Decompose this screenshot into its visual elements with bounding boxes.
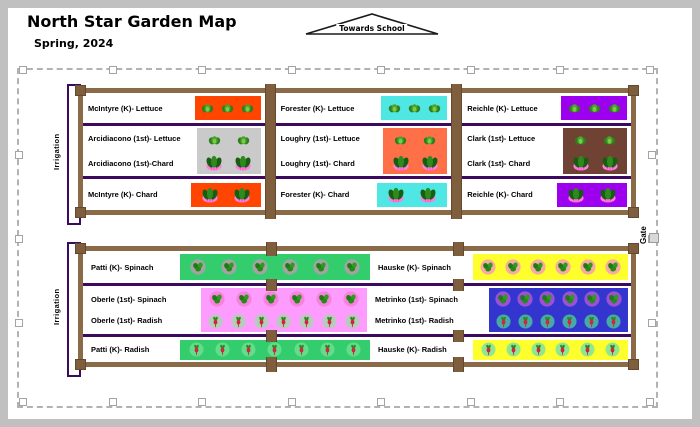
radish-icon: [320, 342, 335, 357]
bed-post: [453, 279, 464, 291]
fence-post: [467, 398, 475, 406]
plot-row: [83, 286, 631, 334]
radish-icon: [254, 314, 269, 329]
plot-clark-lettuce-chard: [563, 128, 627, 174]
plot-reichle-lettuce: [561, 96, 627, 120]
bed-corner-post: [75, 243, 86, 254]
bed-column-reichle-clark: [462, 93, 631, 210]
spinach-icon: [316, 291, 332, 307]
plot-row: [83, 93, 265, 123]
gate-label: Gate: [639, 226, 648, 245]
chard-icon: [392, 155, 410, 171]
plot-label-stack: [462, 123, 563, 179]
bed-post: [453, 242, 464, 256]
plot-row: [276, 126, 452, 176]
radish-icon: [481, 342, 496, 357]
fence-post: [648, 319, 656, 327]
crop-icons: [563, 151, 627, 174]
chard-icon: [387, 187, 405, 203]
crop-icons: [191, 183, 261, 207]
towards-school-marker: [304, 12, 440, 38]
plot-row: [83, 251, 631, 283]
spinach-icon: [263, 291, 279, 307]
plot-mcintyre-chard: [191, 183, 261, 207]
bed-corner-post: [628, 85, 639, 96]
plot-row: [83, 337, 631, 362]
plot-label: Oberle (1st)- Spinach: [91, 295, 167, 304]
bed-post: [451, 84, 462, 219]
plot-row: [462, 179, 631, 210]
crop-icons: [563, 128, 627, 151]
plot-label: Metrinko (1st)- Spinach: [375, 295, 458, 304]
plot-label: Clark (1st)- Lettuce: [467, 134, 536, 143]
bed-post: [453, 330, 464, 342]
crop-icons: [383, 128, 447, 151]
crop-icons: [201, 310, 367, 332]
spinach-icon: [343, 291, 359, 307]
spinach-icon: [555, 259, 571, 275]
lettuce-icon: [208, 134, 221, 146]
fence-post: [19, 66, 27, 74]
plot-label-stack: [83, 286, 201, 334]
plot-forester-chard: [377, 183, 447, 207]
radish-icon: [276, 314, 291, 329]
plot-label: Patti (K)- Radish: [91, 345, 150, 354]
radish-icon: [584, 314, 599, 329]
spinach-icon: [517, 291, 533, 307]
radish-icon: [322, 314, 337, 329]
lettuce-icon: [574, 134, 587, 146]
lettuce-icon: [221, 102, 234, 114]
lettuce-icon: [568, 102, 581, 114]
fence-post: [556, 66, 564, 74]
fence-post: [198, 66, 206, 74]
fence-post: [467, 66, 475, 74]
radish-icon: [231, 314, 246, 329]
spinach-icon: [580, 259, 596, 275]
fence-post: [377, 66, 385, 74]
plot-label: Arcidiacono (1st)- Lettuce: [88, 134, 181, 143]
crop-icons: [381, 96, 447, 120]
plot-loughry-lettuce-chard: [383, 128, 447, 174]
bed-corner-post: [628, 207, 639, 218]
spinach-icon: [221, 259, 237, 275]
towards-school-label: Towards School: [336, 24, 407, 33]
lettuce-icon: [388, 102, 401, 114]
crop-icons: [489, 310, 628, 332]
plot-forester-lettuce: [381, 96, 447, 120]
spinach-icon: [480, 259, 496, 275]
chard-icon: [601, 155, 619, 171]
page-title: North Star Garden Map: [27, 12, 237, 31]
spinach-icon: [282, 259, 298, 275]
plot-reichle-chard: [557, 183, 627, 207]
plot-label: Hauske (K)- Radish: [378, 345, 447, 354]
plot-label: Arcidiacono (1st)-Chard: [88, 159, 174, 168]
gate-marker: [649, 233, 659, 243]
spinach-icon: [606, 291, 622, 307]
radish-icon: [189, 342, 204, 357]
fence-post: [288, 398, 296, 406]
irrigation-label-top: Irrigation: [52, 133, 61, 170]
bed-corner-post: [75, 207, 86, 218]
radish-icon: [241, 342, 256, 357]
plot-row: [276, 93, 452, 123]
crop-icons: [561, 96, 627, 120]
plot-label-stack: [83, 123, 197, 179]
crop-icons: [557, 183, 627, 207]
bed-corner-post: [628, 243, 639, 254]
page: [8, 8, 692, 419]
radish-icon: [346, 342, 361, 357]
chard-icon: [572, 155, 590, 171]
fence-post: [646, 66, 654, 74]
chard-icon: [599, 187, 617, 203]
bed-column-mcintyre-arcidiacono: [83, 93, 265, 210]
fence-post: [377, 398, 385, 406]
spinach-icon: [530, 259, 546, 275]
plot-label: Clark (1st)- Chard: [467, 159, 531, 168]
crop-icons: [473, 340, 628, 360]
bed-post: [266, 357, 277, 372]
chard-icon: [201, 187, 219, 203]
bed-post: [266, 242, 277, 256]
fence-post: [646, 398, 654, 406]
plot-arcidiacono-lettuce-chard: [197, 128, 261, 174]
plot-hauske-spinach: [473, 254, 628, 280]
bed-corner-post: [628, 359, 639, 370]
radish-icon: [606, 314, 621, 329]
plot-label-stack: [276, 123, 384, 179]
spinach-icon: [252, 259, 268, 275]
plot-label: Forester (K)- Lettuce: [280, 103, 355, 113]
plot-row: [83, 126, 265, 176]
plot-row: [462, 126, 631, 176]
plot-mcintyre-lettuce: [195, 96, 261, 120]
plot-label-stack: [367, 286, 489, 334]
crop-icons: [180, 254, 370, 280]
fence-post: [19, 398, 27, 406]
fence-post: [15, 235, 23, 243]
lettuce-icon: [588, 102, 601, 114]
radish-icon: [555, 342, 570, 357]
plot-label: Hauske (K)- Spinach: [378, 262, 451, 272]
page-subtitle: Spring, 2024: [34, 37, 114, 50]
crop-icons: [377, 183, 447, 207]
plot-row: [462, 93, 631, 123]
lettuce-icon: [423, 134, 436, 146]
crop-icons: [383, 151, 447, 174]
fence-post: [198, 398, 206, 406]
spinach-icon: [190, 259, 206, 275]
bed-post: [266, 330, 277, 342]
plot-label: McIntyre (K)- Lettuce: [88, 103, 163, 113]
spinach-icon: [344, 259, 360, 275]
radish-icon: [294, 342, 309, 357]
spinach-icon: [236, 291, 252, 307]
top-garden-bed: [78, 88, 636, 215]
lettuce-icon: [237, 134, 250, 146]
fence-post: [15, 319, 23, 327]
chard-icon: [421, 155, 439, 171]
plot-label: Oberle (1st)- Radish: [91, 316, 163, 325]
fence-post: [109, 66, 117, 74]
bed-corner-post: [75, 359, 86, 370]
chard-icon: [419, 187, 437, 203]
spinach-icon: [605, 259, 621, 275]
crop-icons: [201, 288, 367, 310]
fence-post: [556, 398, 564, 406]
lettuce-icon: [603, 134, 616, 146]
plot-label: Forester (K)- Chard: [280, 190, 350, 199]
plot-hauske-radish: [473, 340, 628, 360]
lettuce-icon: [428, 102, 441, 114]
radish-icon: [506, 342, 521, 357]
radish-icon: [496, 314, 511, 329]
fence-post: [288, 66, 296, 74]
fence-post: [648, 151, 656, 159]
radish-icon: [345, 314, 360, 329]
plot-label: Loughry (1st)- Lettuce: [280, 134, 360, 143]
bed-corner-post: [75, 85, 86, 96]
spinach-icon: [539, 291, 555, 307]
crop-icons: [197, 128, 261, 151]
spinach-icon: [495, 291, 511, 307]
plot-label: Reichle (K)- Lettuce: [467, 103, 538, 113]
radish-icon: [267, 342, 282, 357]
plot-row: [83, 179, 265, 210]
plot-label: McIntyre (K)- Chard: [88, 190, 158, 199]
radish-icon: [518, 314, 533, 329]
radish-icon: [540, 314, 555, 329]
fence-post: [109, 398, 117, 406]
plot-row: [276, 179, 452, 210]
crop-icons: [195, 96, 261, 120]
lettuce-icon: [608, 102, 621, 114]
spinach-icon: [562, 291, 578, 307]
lettuce-icon: [241, 102, 254, 114]
plot-patti-spinach: [180, 254, 370, 280]
bottom-garden-bed: [78, 246, 636, 367]
radish-icon: [580, 342, 595, 357]
radish-icon: [562, 314, 577, 329]
plot-label: Loughry (1st)- Chard: [280, 159, 355, 168]
chard-icon: [567, 187, 585, 203]
radish-icon: [215, 342, 230, 357]
lettuce-icon: [201, 102, 214, 114]
bed-column-forester-loughry: [276, 93, 452, 210]
plot-oberle-spinach-radish: [201, 288, 367, 332]
bed-post: [453, 357, 464, 372]
plot-label: Metrinko (1st)- Radish: [375, 316, 454, 325]
plot-label: Reichle (K)- Chard: [467, 190, 533, 199]
radish-icon: [299, 314, 314, 329]
spinach-icon: [289, 291, 305, 307]
chard-icon: [205, 155, 223, 171]
bed-post: [266, 279, 277, 291]
radish-icon: [208, 314, 223, 329]
crop-icons: [489, 288, 628, 310]
bed-post: [265, 84, 276, 219]
fence-post: [15, 151, 23, 159]
crop-icons: [473, 254, 628, 280]
chard-icon: [233, 187, 251, 203]
lettuce-icon: [394, 134, 407, 146]
spinach-icon: [313, 259, 329, 275]
spinach-icon: [209, 291, 225, 307]
irrigation-label-bottom: Irrigation: [52, 288, 61, 325]
lettuce-icon: [408, 102, 421, 114]
spinach-icon: [505, 259, 521, 275]
spinach-icon: [584, 291, 600, 307]
plot-metrinko-spinach-radish: [489, 288, 628, 332]
radish-icon: [531, 342, 546, 357]
plot-label: Patti (K)- Spinach: [91, 262, 154, 272]
crop-icons: [197, 151, 261, 174]
radish-icon: [605, 342, 620, 357]
chard-icon: [234, 155, 252, 171]
